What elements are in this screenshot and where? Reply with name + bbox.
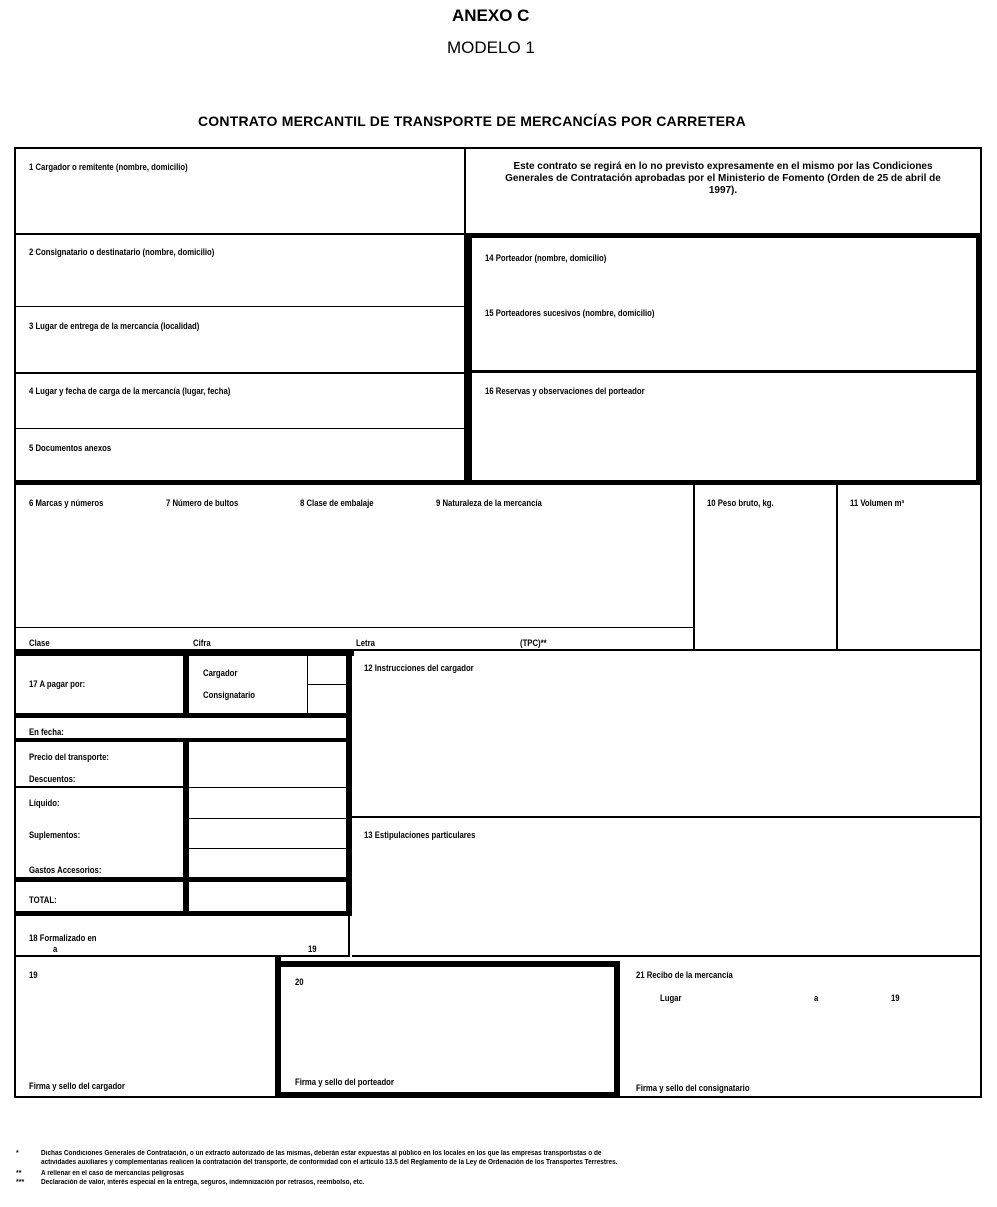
- field-20-label: 20: [295, 977, 304, 987]
- cargador-option: Cargador: [203, 668, 238, 678]
- field-21-lugar: Lugar: [660, 993, 682, 1003]
- footnote-mark-2: **: [16, 1170, 22, 1177]
- field-11-label: 11 Volumen m³: [850, 498, 905, 508]
- field-12-label: 12 Instrucciones del cargador: [364, 663, 474, 673]
- footnote-3: Declaración de valor, interés especial en la entrega, seguros, indemnización por retrasos, reembolso, etc.: [41, 1179, 365, 1186]
- suplementos-label: Suplementos:: [29, 830, 81, 840]
- descuentos-label: Descuentos:: [29, 774, 76, 784]
- field-3-label: 3 Lugar de entrega de la mercancía (localidad): [29, 321, 200, 331]
- field-10-label: 10 Peso bruto, kg.: [707, 498, 774, 508]
- field-14-label: 14 Porteador (nombre, domicilio): [485, 253, 607, 263]
- footnote-1-line-1: Dichas Condiciones Generales de Contratación, o un extracto autorizado de las mismas, deberán estar expuestas al público en los locales en los que las empresas transportistas o de: [41, 1150, 602, 1157]
- field-4-label: 4 Lugar y fecha de carga de la mercancía (lugar, fecha): [29, 386, 231, 396]
- field-18-a: a: [53, 944, 58, 954]
- field-21-a: a: [814, 993, 819, 1003]
- field-21-year: 19: [891, 993, 900, 1003]
- liquido-label: Líquido:: [29, 798, 60, 808]
- field-6-label: 6 Marcas y números: [29, 498, 104, 508]
- annex-heading: ANEXO C: [452, 6, 530, 25]
- footnote-mark-1: *: [16, 1150, 19, 1157]
- field-19-signature: Firma y sello del cargador: [29, 1081, 125, 1091]
- tpc-label: (TPC)**: [520, 638, 547, 648]
- field-9-label: 9 Naturaleza de la mercancía: [436, 498, 542, 508]
- total-label: TOTAL:: [29, 895, 57, 905]
- consignatario-option: Consignatario: [203, 690, 256, 700]
- field-19-label: 19: [29, 970, 38, 980]
- footnote-1-line-2: actividades auxiliares y complementarias realicen la contratación del transporte, de conformidad con el artículo 13.5 del Reglamento de la Ley de Ordenación de los Transportes Terrestres.: [41, 1159, 618, 1166]
- letra-label: Letra: [356, 638, 375, 648]
- footnote-mark-3: ***: [16, 1179, 25, 1186]
- precio-label: Precio del transporte:: [29, 752, 110, 762]
- field-20-signature: Firma y sello del porteador: [295, 1077, 394, 1087]
- field-21-label: 21 Recibo de la mercancía: [636, 970, 733, 980]
- field-18-label: 18 Formalizado en: [29, 933, 97, 943]
- field-1-label: 1 Cargador o remitente (nombre, domicilio): [29, 162, 188, 172]
- field-16-label: 16 Reservas y observaciones del porteador: [485, 386, 645, 396]
- field-8-label: 8 Clase de embalaje: [300, 498, 374, 508]
- contract-notice: Este contrato se regirá en lo no previsto expresamente en el mismo por las Condiciones Generales de Contratación aprobadas por el Ministerio de Fomento (Orden de 25 de abril de 1997).: [505, 160, 941, 196]
- field-7-label: 7 Número de bultos: [166, 498, 239, 508]
- footnote-2: A rellenar en el caso de mercancías peligrosas: [41, 1170, 184, 1177]
- field-15-label: 15 Porteadores sucesivos (nombre, domicilio): [485, 308, 655, 318]
- field-17-label: 17 A pagar por:: [29, 679, 86, 689]
- cifra-label: Cifra: [193, 638, 211, 648]
- clase-label: Clase: [29, 638, 50, 648]
- field-5-label: 5 Documentos anexos: [29, 443, 112, 453]
- gastos-label: Gastos Accesorios:: [29, 865, 102, 875]
- model-heading: MODELO 1: [447, 38, 535, 57]
- en-fecha-label: En fecha:: [29, 727, 64, 737]
- field-18-year: 19: [308, 944, 317, 954]
- form-title: CONTRATO MERCANTIL DE TRANSPORTE DE MERCANCÍAS POR CARRETERA: [198, 113, 746, 129]
- field-21-signature: Firma y sello del consignatario: [636, 1083, 750, 1093]
- field-13-label: 13 Estipulaciones particulares: [364, 830, 476, 840]
- field-2-label: 2 Consignatario o destinatario (nombre, domicilio): [29, 247, 215, 257]
